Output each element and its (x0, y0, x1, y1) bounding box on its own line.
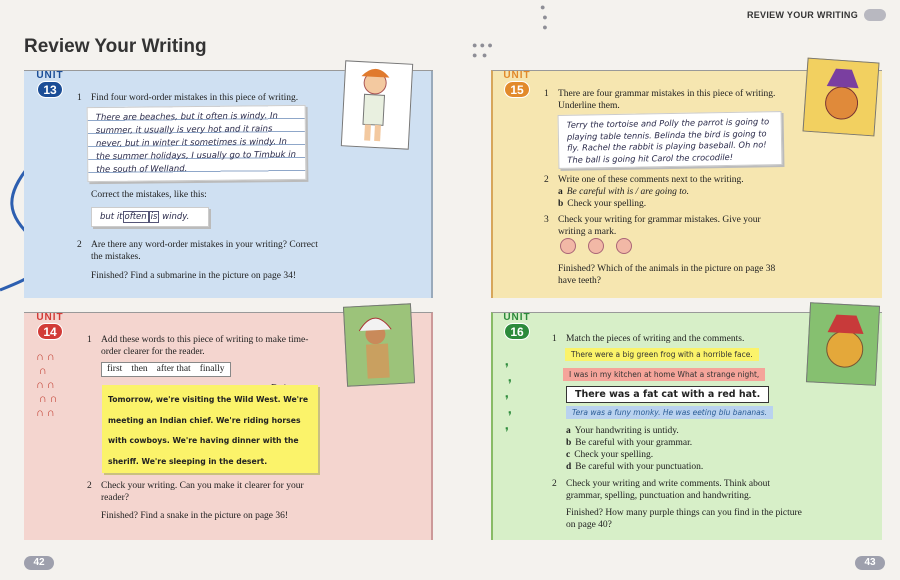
option-letter: b (558, 199, 564, 209)
u16-finished: Finished? How many purple things can you find in the picture on page 40? (566, 508, 802, 530)
word-chip: after that (156, 364, 191, 374)
question-number: 1 (87, 335, 92, 345)
option-letter: a (558, 187, 563, 197)
u16-writing-strip: Tera was a funy monky. He was eeting blu bananas. (566, 406, 773, 419)
happy-face-icon[interactable] (560, 238, 576, 254)
neutral-face-icon[interactable] (588, 238, 604, 254)
footprint-dots-icon: ● ● ● ● ● (472, 40, 493, 60)
unit-13-badge (29, 70, 71, 98)
u16-comment-c (566, 449, 796, 461)
u16-comment-a (566, 425, 796, 437)
unit-number: 14 (37, 323, 63, 340)
u16-comment-d (566, 461, 796, 473)
option-letter: b (566, 438, 572, 448)
question-number: 1 (77, 93, 82, 103)
red-footprints-icon: ∩ ∩ ∩ ∩ ∩ ∩ ∩ ∩ ∩ (36, 351, 58, 419)
section-pill-icon (864, 9, 886, 21)
section-label: REVIEW YOUR WRITING (746, 10, 858, 20)
question-text: Check your writing for grammar mistakes. Give your writing a mark. (558, 215, 761, 237)
question-number: 2 (552, 479, 557, 489)
word-chip: first (107, 364, 123, 374)
option-letter: c (566, 450, 571, 460)
word-chip: then (131, 364, 148, 374)
example-boxed-word: often (124, 212, 147, 222)
example-text: windy. (162, 212, 190, 222)
unit-label: UNIT (503, 312, 531, 323)
cat-with-hat-illustration-icon (803, 58, 880, 137)
question-number: 1 (552, 334, 557, 344)
u16-writing-strip: I was in my kitchen at home What a strange night, (563, 368, 765, 381)
u15-mark-faces (560, 238, 632, 254)
option-text: Check your spelling. (574, 450, 654, 460)
u15-option-b (558, 198, 798, 210)
page-title: Review Your Writing (24, 36, 207, 57)
section-header (747, 9, 886, 21)
u16-comments (566, 425, 796, 473)
question-text: There are four grammar mistakes in this piece of writing. Underline them. (558, 89, 776, 111)
u13-question-2 (77, 239, 326, 263)
option-text: Be careful with is / are going to. (566, 187, 690, 197)
option-letter: a (566, 426, 571, 436)
u14-word-box (101, 362, 231, 377)
question-text: Find four word-order mistakes in this piece of writing. (91, 93, 299, 103)
u15-question-2 (544, 174, 798, 210)
word-chip: finally (199, 364, 225, 374)
frog-illustration-icon (806, 302, 880, 386)
u15-question-3 (544, 214, 788, 238)
u15-writing-sample: Terry the tortoise and Polly the parrot is going to playing table tennis. Belinda the bird is going to fly. Rachel the rabbit is playing baseball. Oh no! The ball is going hit Carol the crocodile! (558, 111, 783, 169)
question-text: Check your writing. Can you make it clearer for your reader? (101, 481, 304, 503)
unit-15-badge (496, 70, 538, 98)
question-text: Are there any word-order mistakes in your writing? Correct the mistakes. (91, 240, 318, 262)
u13-finished: Finished? Find a submarine in the picture on page 34! (91, 271, 296, 281)
option-text: Be careful with your punctuation. (575, 462, 704, 472)
u13-instruction: Correct the mistakes, like this: (91, 190, 207, 200)
unit-14-badge (29, 312, 71, 340)
unit-label: UNIT (36, 70, 64, 81)
u16-comment-b (566, 437, 796, 449)
question-text: Match the pieces of writing and the comments. (566, 334, 745, 344)
option-letter: d (566, 462, 572, 472)
girl-illustration-icon (341, 60, 413, 149)
u16-question-1 (552, 333, 796, 345)
unit-label: UNIT (503, 70, 531, 81)
u15-finished: Finished? Which of the animals in the picture on page 38 have teeth? (558, 264, 776, 286)
example-text: but it (100, 212, 123, 222)
indian-chief-illustration-icon (343, 303, 415, 386)
question-text: Write one of these comments next to the writing. (558, 175, 744, 185)
u14-question-1 (87, 334, 326, 358)
unit-16-badge (496, 312, 538, 340)
page-number-left: 42 (24, 556, 54, 570)
question-number: 2 (544, 175, 549, 185)
u14-finished: Finished? Find a snake in the picture on page 36! (101, 511, 289, 521)
question-number: 3 (544, 215, 549, 225)
option-text: Check your spelling. (567, 199, 647, 209)
u15-option-a (558, 186, 798, 198)
footprint-dots-icon: ● ● ● (540, 2, 548, 32)
example-boxed-word: is (150, 212, 158, 222)
sad-face-icon[interactable] (616, 238, 632, 254)
u16-question-2 (552, 478, 806, 502)
question-number: 1 (544, 89, 549, 99)
green-footprints-icon: ❜ ❜ ❜ ❜ ❜ (505, 361, 512, 439)
unit-number: 15 (504, 81, 530, 98)
option-text: Be careful with your grammar. (575, 438, 693, 448)
question-number: 2 (87, 481, 92, 491)
u14-question-2 (87, 480, 326, 504)
page-number-right: 43 (855, 556, 885, 570)
question-number: 2 (77, 240, 82, 250)
u13-question-1 (77, 92, 321, 104)
u13-correction-example (91, 207, 209, 227)
question-text: Add these words to this piece of writing to make time-order clearer for the reader. (101, 335, 309, 357)
question-text: Check your writing and write comments. Think about grammar, spelling, punctuation and handwriting. (566, 479, 771, 501)
u15-question-1 (544, 88, 788, 112)
u16-writing-strip: There were a big green frog with a horrible face. (565, 348, 759, 361)
u13-writing-sample: There are beaches, but it often is windy. In summer, it usually is very hot and it rains never, but in winter it sometimes is windy. In the summer holidays, I usually go to Timbuk in the south of Welland. (87, 105, 307, 182)
u16-writing-strip: There was a fat cat with a red hat. (566, 386, 769, 403)
unit-label: UNIT (36, 312, 64, 323)
u14-writing-sample: Tomorrow, we're visiting the Wild West. We're meeting an Indian chief. We're riding horses with cowboys. We're having dinner with the sheriff. We're sleeping in the desert. (102, 385, 318, 473)
unit-number: 13 (37, 81, 63, 98)
option-text: Your handwriting is untidy. (574, 426, 679, 436)
unit-number: 16 (504, 323, 530, 340)
